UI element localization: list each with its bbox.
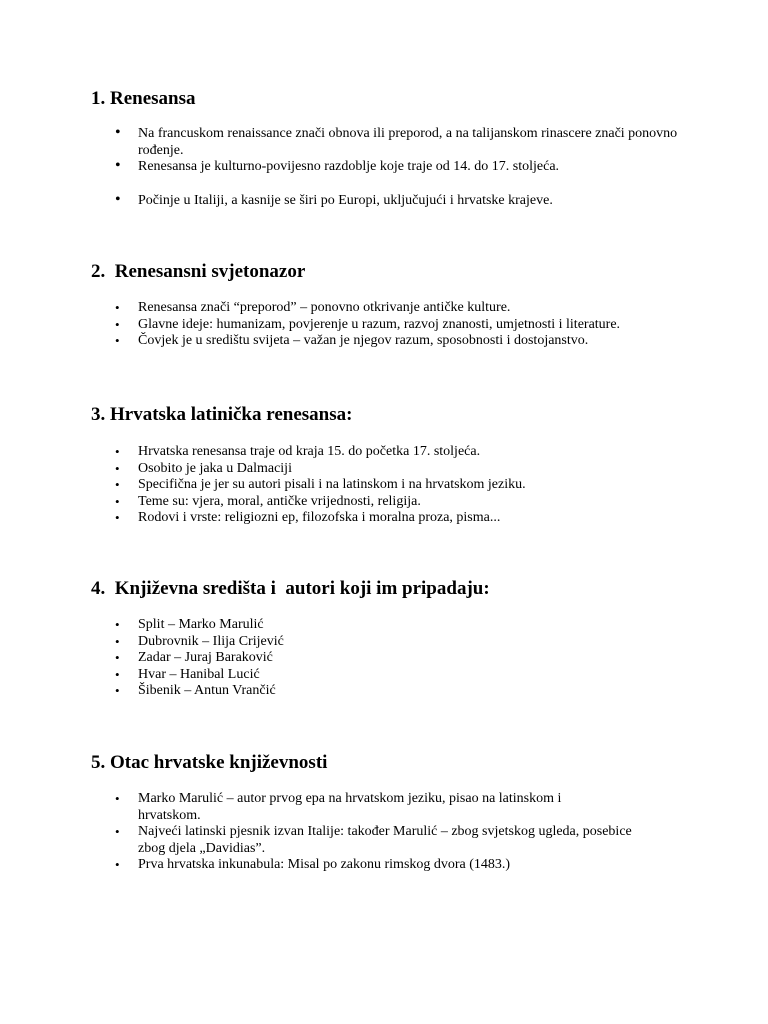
list-item <box>91 617 691 634</box>
bullet-icon: • <box>115 857 120 873</box>
list-item-text: Čovjek je u središtu svijeta – važan je njegov razum, sposobnosti i dostojanstvo. <box>138 333 589 349</box>
section-hrvatska-latinicka-renesansa <box>91 404 691 527</box>
bullet-icon: • <box>115 650 120 666</box>
list-item-text: Prva hrvatska inkunabula: Misal po zakonu rimskog dvora (1483.) <box>138 857 511 873</box>
list-item <box>91 857 691 874</box>
bullet-icon: • <box>115 493 120 509</box>
bullet-icon: • <box>115 510 120 526</box>
section-heading: 4. Književna središta i autori koji im pripadaju: <box>91 578 490 599</box>
list-item-text: Hrvatska renesansa traje od kraja 15. do početka 17. stoljeća. <box>138 444 481 459</box>
list-item-text: Šibenik – Antun Vrančić <box>138 683 276 699</box>
list-item-text: Osobito je jaka u Dalmaciji <box>138 460 292 476</box>
section-heading: 3. Hrvatska latinička renesansa: <box>91 404 353 425</box>
list-item <box>91 333 691 350</box>
list-item <box>91 444 691 461</box>
list-item <box>91 477 691 494</box>
list-item-text: Hvar – Hanibal Lucić <box>138 666 260 682</box>
list-item-text: Počinje u Italiji, a kasnije se širi po Europi, uključujući i hrvatske krajeve. <box>138 192 553 208</box>
list-item <box>91 824 648 857</box>
bullet-icon: • <box>115 190 121 208</box>
list-item <box>91 494 691 511</box>
list-item-text: Rodovi i vrste: religiozni ep, filozofska i moralna proza, pisma... <box>138 510 501 526</box>
section-renesansni-svjetonazor <box>91 261 691 350</box>
list-item <box>91 667 691 684</box>
bullet-icon: • <box>115 791 120 806</box>
bullet-icon: • <box>115 316 120 332</box>
bullet-icon: • <box>115 157 121 175</box>
bullet-icon: • <box>115 124 121 141</box>
list-item <box>91 634 691 651</box>
section-knjizevna-sredista <box>91 578 691 700</box>
list-item <box>91 650 691 667</box>
bullet-icon: • <box>115 824 120 840</box>
list-item-text: Renesansa je kulturno-povijesno razdoblje koje traje od 14. do 17. stoljeća. <box>138 159 560 175</box>
bullet-icon: • <box>115 617 120 632</box>
list-item-text: Dubrovnik – Ilija Crijević <box>138 633 284 649</box>
bullet-icon: • <box>115 460 120 476</box>
list-item-text: Specifična je jer su autori pisali i na latinskom i na hrvatskom jeziku. <box>138 477 526 493</box>
list-item-text: Glavne ideje: humanizam, povjerenje u razum, razvoj znanosti, umjetnosti i literature. <box>138 316 621 332</box>
bullet-icon: • <box>115 300 120 315</box>
list-item-text: Najveći latinski pjesnik izvan Italije: također Marulić – zbog svjetskog ugleda, posebice zbog djela „Davidias”. <box>138 824 632 856</box>
list-item <box>91 126 698 159</box>
list-item-text: Zadar – Juraj Baraković <box>138 650 273 666</box>
section-heading: 5. Otac hrvatske književnosti <box>91 752 328 773</box>
list-item-text: Na francuskom renaissance znači obnova ili preporod, a na talijanskom rinascere znači ponovno rođenje. <box>138 126 678 158</box>
section-heading: 1. Renesansa <box>91 88 196 109</box>
list-item <box>91 791 618 824</box>
list-item <box>91 190 691 210</box>
list-item <box>91 683 691 700</box>
bullet-list <box>91 444 691 527</box>
bullet-icon: • <box>115 683 120 699</box>
bullet-list <box>91 300 691 350</box>
list-item <box>91 300 691 317</box>
list-item <box>91 461 691 478</box>
bullet-icon: • <box>115 633 120 649</box>
bullet-list <box>91 791 691 874</box>
bullet-icon: • <box>115 333 120 349</box>
bullet-icon: • <box>115 444 120 459</box>
list-item-text: Teme su: vjera, moral, antičke vrijednosti, religija. <box>138 493 421 509</box>
list-item <box>91 317 691 334</box>
list-item <box>91 159 691 176</box>
list-item <box>91 510 691 527</box>
list-item-text: Marko Marulić – autor prvog epa na hrvatskom jeziku, pisao na latinskom i hrvatskom. <box>138 791 562 823</box>
list-item-text: Split – Marko Marulić <box>138 617 264 632</box>
bullet-icon: • <box>115 666 120 682</box>
section-renesansa <box>91 88 691 209</box>
bullet-list <box>91 126 691 209</box>
bullet-icon: • <box>115 477 120 493</box>
list-item-text: Renesansa znači “preporod” – ponovno otkrivanje antičke kulture. <box>138 300 511 315</box>
bullet-list <box>91 617 691 700</box>
section-heading: 2. Renesansni svjetonazor <box>91 261 306 282</box>
section-otac-hrvatske-knjizevnosti <box>91 752 691 874</box>
